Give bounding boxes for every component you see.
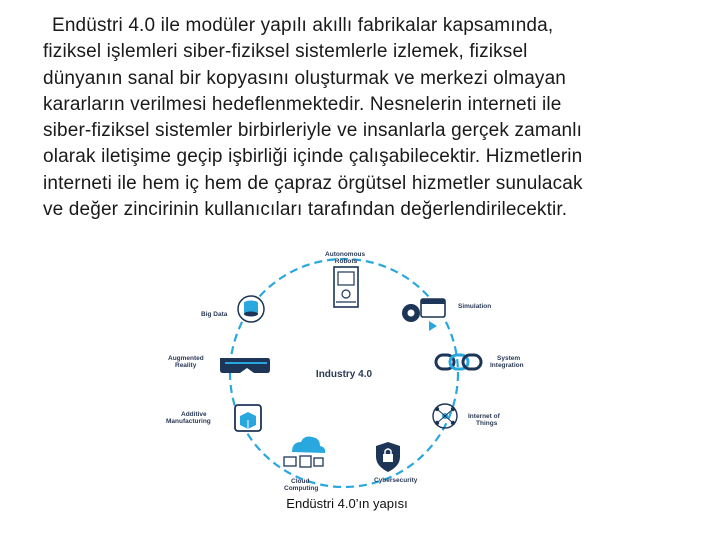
center-label: Industry 4.0	[315, 369, 373, 380]
ar-label: Augmented Reality	[168, 355, 204, 369]
paragraph-line: interneti ile hem iç hem de çapraz örgütsel hizmetler sunulacak	[43, 172, 583, 194]
cloud-label: Cloud Computing	[284, 478, 319, 492]
3d-printer-icon	[235, 405, 261, 431]
paragraph-line: siber-fiziksel sistemler birbirleriyle ve insanlarla gerçek zamanlı	[43, 120, 583, 142]
additive-label: Additive Manufacturing	[166, 411, 211, 425]
paragraph-line: dünyanın sanal bir kopyasını oluşturmak ve merkezi olmayan	[43, 67, 567, 89]
paragraph-line: fiziksel işlemleri siber-fiziksel sistemlerle izlemek, fiziksel	[43, 41, 528, 63]
paragraph-line: olarak iletişime geçip işbirliği içinde çalışabilecektir. Hizmetlerin	[43, 146, 583, 168]
cloud-icon	[284, 437, 325, 467]
shield-icon	[376, 442, 400, 472]
figure-caption	[0, 496, 690, 511]
paragraph-line: kararların verilmesi hedeflenmektedir. Nesnelerin interneti ile	[43, 93, 562, 115]
caption-text: Endüstri 4.0’ın yapısı	[286, 496, 408, 511]
paragraph-line: Endüstri 4.0 ile modüler yapılı akıllı fabrikalar kapsamında,	[52, 15, 554, 36]
robots-label: Autonomous Robots	[325, 251, 366, 265]
big-data-icon	[238, 296, 264, 322]
integration-label: System Integration	[490, 355, 524, 369]
paragraph-line: ve değer zincirinin kullanıcıları tarafından değerlendirilecektir.	[43, 199, 568, 221]
simulation-icon	[402, 299, 445, 331]
cyber-label: Cybersecurity	[374, 477, 418, 484]
iot-label: Internet of Things	[468, 413, 500, 427]
simulation-label: Simulation	[458, 303, 492, 310]
robot-icon	[334, 267, 358, 307]
bigdata-label: Big Data	[201, 311, 228, 318]
vr-headset-icon	[220, 358, 270, 373]
